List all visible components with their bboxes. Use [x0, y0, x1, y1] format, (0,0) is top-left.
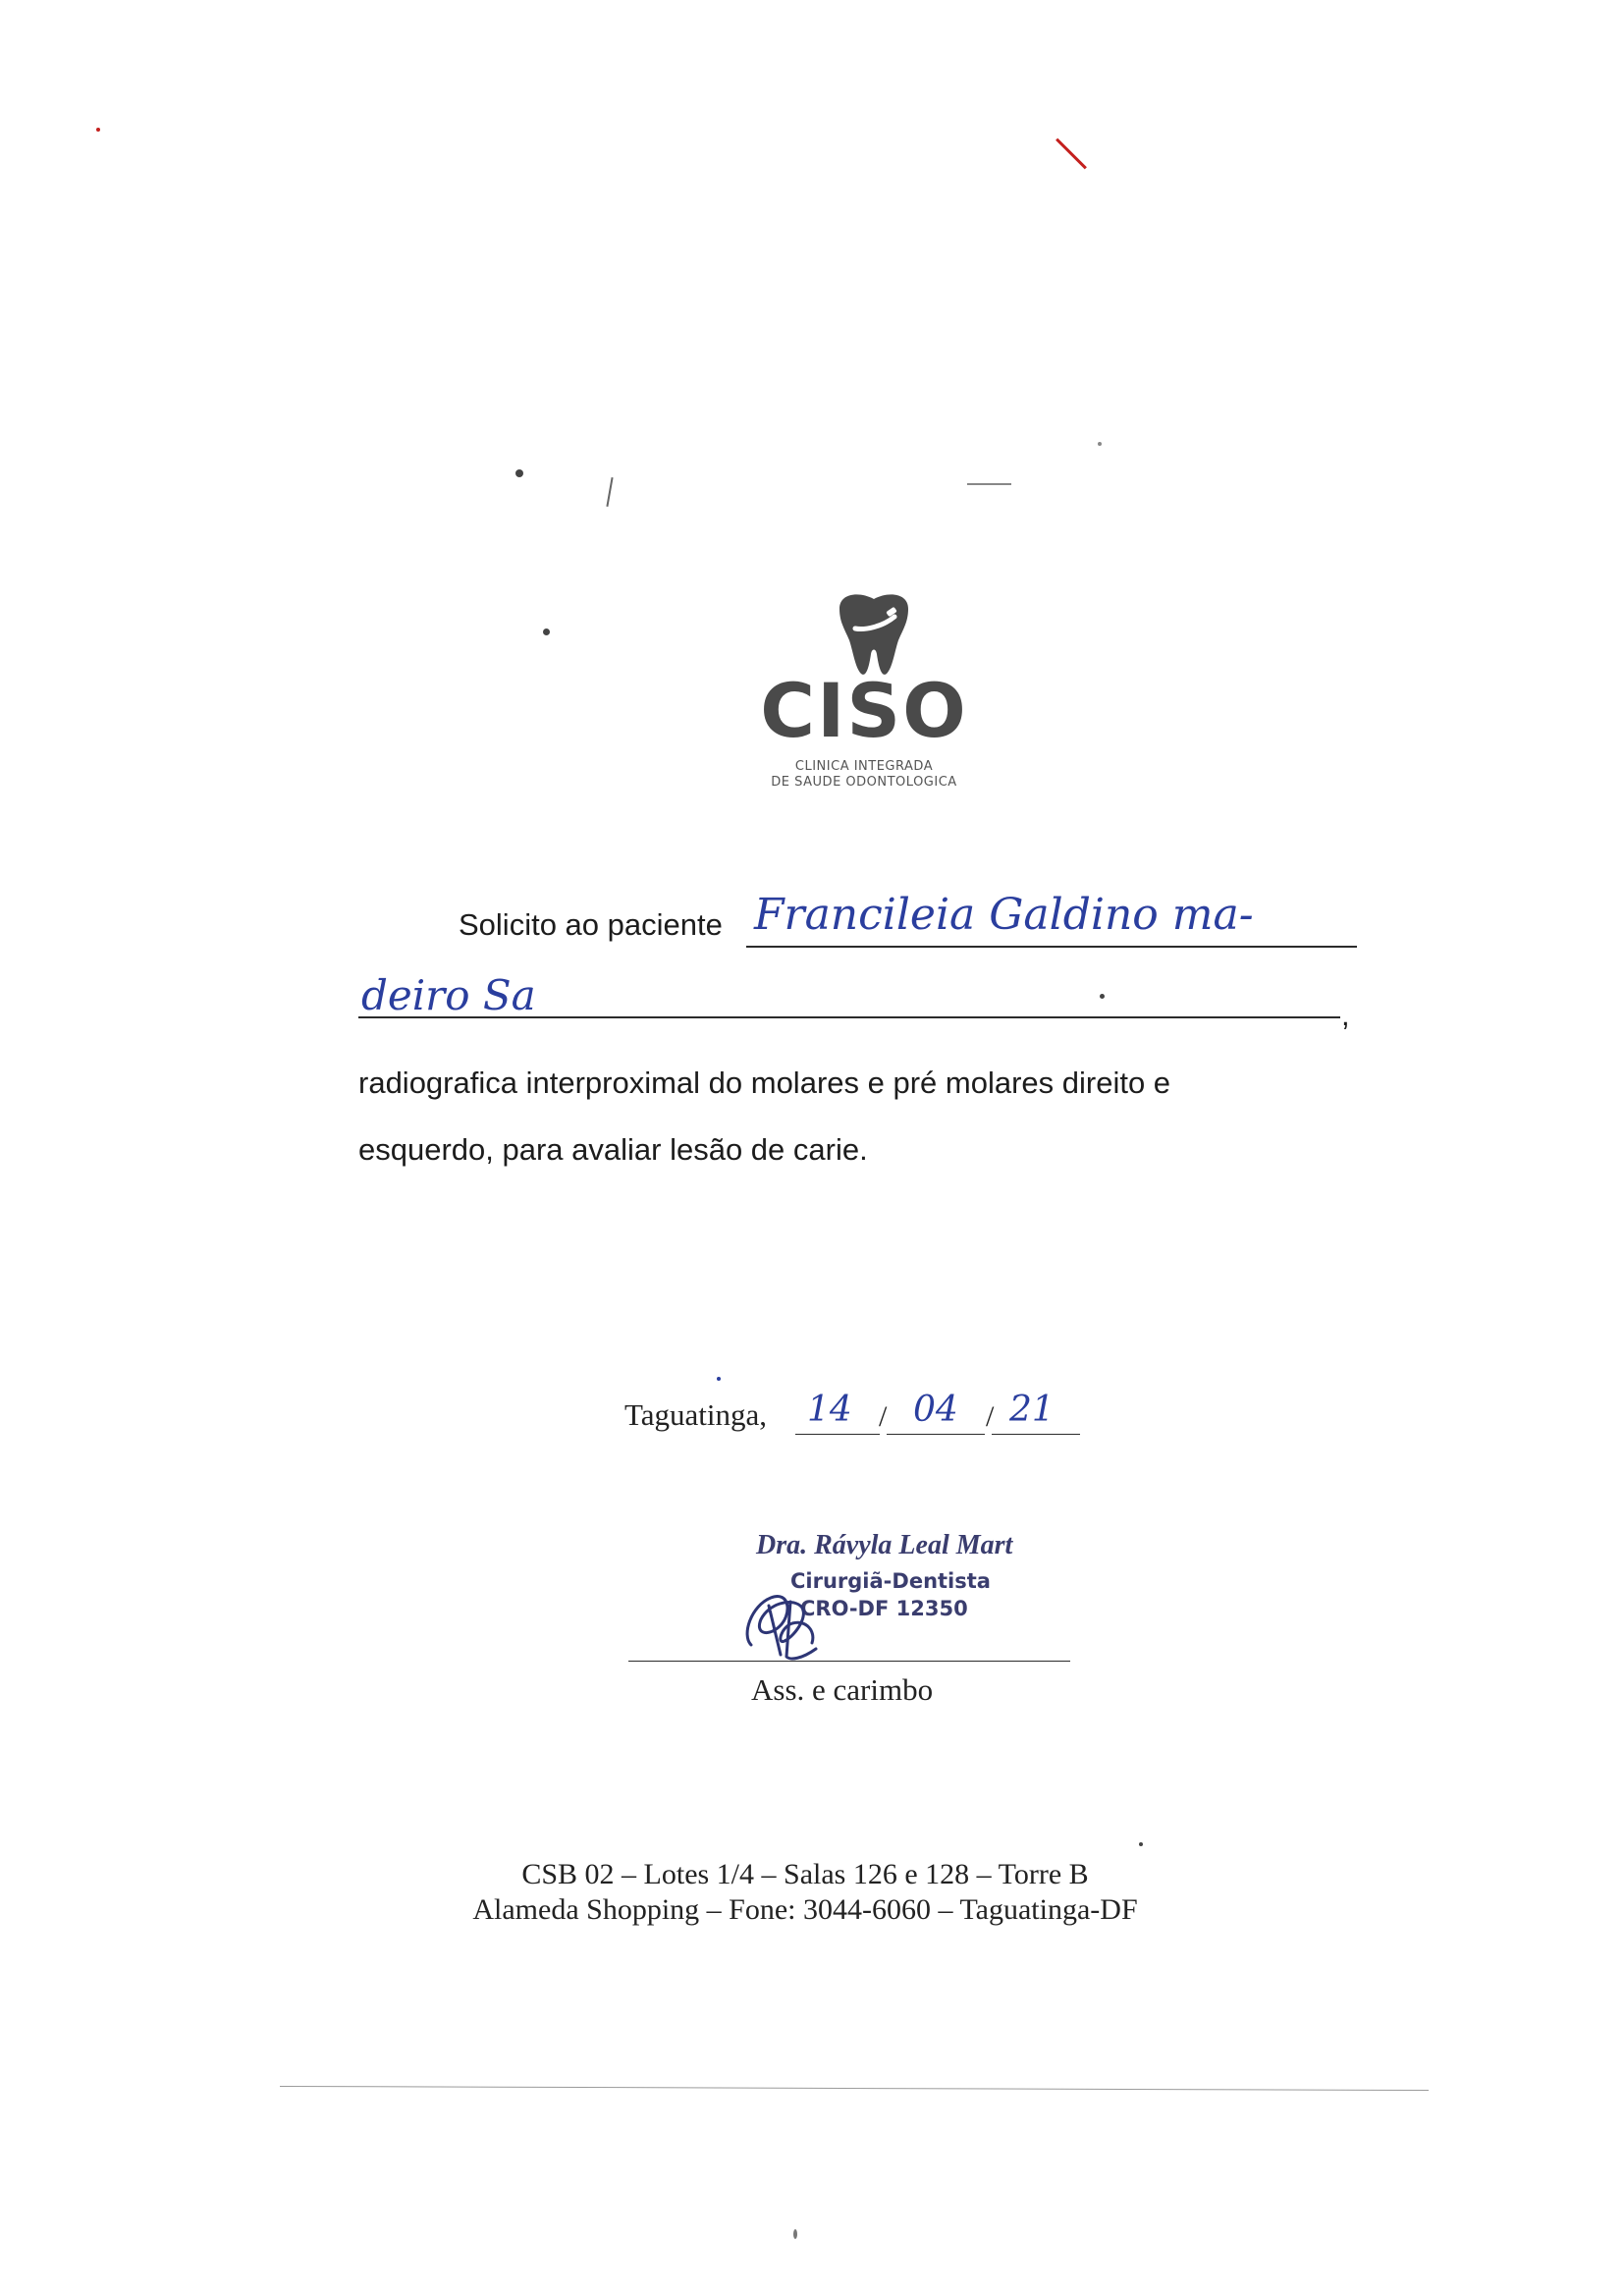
request-intro-text: Solicito ao paciente: [459, 907, 723, 942]
scan-speck: [1098, 442, 1102, 446]
scan-speck: [717, 1377, 721, 1381]
date-separator-1: /: [879, 1400, 888, 1433]
date-day-handwritten: 14: [807, 1390, 852, 1430]
date-year-handwritten: 21: [1009, 1390, 1055, 1430]
scan-speck: [515, 469, 523, 477]
stamp-registration: CRO-DF 12350: [800, 1597, 968, 1620]
name-comma: ,: [1341, 998, 1350, 1032]
date-separator-2: /: [986, 1400, 995, 1433]
tooth-logo-icon: [830, 589, 918, 678]
logo-brand-text: CISO: [760, 667, 968, 754]
patient-name-handwritten-2: deiro Sa: [361, 971, 536, 1019]
signature-label: Ass. e carimbo: [751, 1672, 934, 1707]
logo-tagline-1: CLINICA INTEGRADA: [794, 759, 934, 774]
scan-speck: [543, 629, 550, 635]
logo-tagline-2: DE SAUDE ODONTOLOGICA: [771, 775, 957, 790]
scan-speck: [1100, 994, 1105, 999]
scan-speck: [793, 2229, 797, 2239]
patient-name-line-2: [358, 1016, 1340, 1018]
date-year-line: [992, 1434, 1080, 1435]
date-month-handwritten: 04: [913, 1390, 958, 1430]
stamp-role: Cirurgiã-Dentista: [790, 1569, 991, 1593]
request-line-4: esquerdo, para avaliar lesão de carie.: [358, 1132, 868, 1167]
scan-speck: [96, 128, 100, 132]
red-pen-mark: [1056, 138, 1087, 170]
footer-address-line-1: CSB 02 – Lotes 1/4 – Salas 126 e 128 – Torre B: [521, 1858, 1089, 1890]
footer-address-line-2: Alameda Shopping – Fone: 3044-6060 – Taguatinga-DF: [472, 1893, 1138, 1926]
stamp-doctor-name: Dra. Rávyla Leal Mart: [756, 1530, 1013, 1560]
bottom-rule: [280, 2086, 1429, 2091]
date-city: Taguatinga,: [624, 1397, 768, 1432]
patient-name-line-1: [746, 946, 1357, 948]
scan-mark: [967, 483, 1011, 485]
request-line-3: radiografica interproximal do molares e pré molares direito e: [358, 1066, 1171, 1100]
date-day-line: [795, 1434, 880, 1435]
date-month-line: [887, 1434, 985, 1435]
scan-mark: [606, 477, 613, 507]
patient-name-handwritten-1: Francileia Galdino ma-: [754, 890, 1254, 940]
handwritten-signature: [722, 1576, 859, 1665]
signature-line: [628, 1661, 1070, 1662]
scan-speck: [1139, 1842, 1143, 1846]
